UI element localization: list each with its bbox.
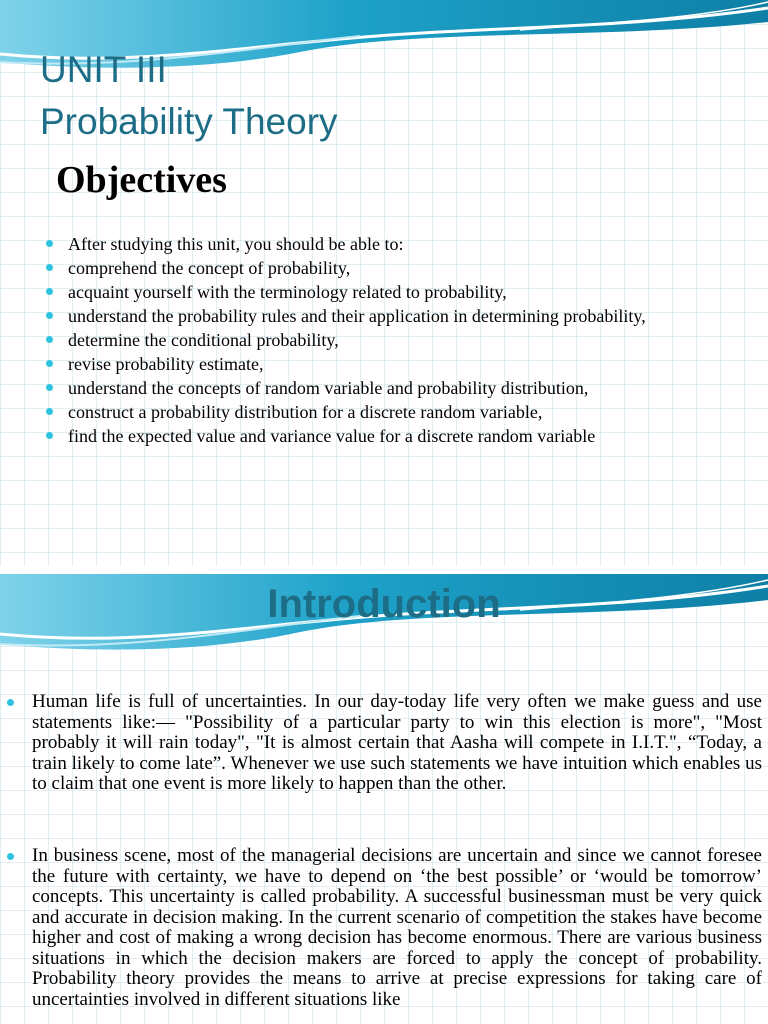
objectives-heading: Objectives <box>56 159 227 201</box>
introduction-title: Introduction <box>267 582 501 626</box>
objective-item: revise probability estimate, <box>46 354 736 374</box>
objective-item: find the expected value and variance value for a discrete random variable <box>46 426 736 446</box>
objective-item: understand the probability rules and their application in determining probability, <box>46 306 736 326</box>
objective-item: construct a probability distribution for a discrete random variable, <box>46 402 736 422</box>
unit-title: UNIT III <box>40 49 167 90</box>
objective-item: determine the conditional probability, <box>46 330 736 350</box>
intro-paragraph: In business scene, most of the managerial decisions are uncertain and since we cannot foresee the future with certainty, we have to depend on ‘the best possible’ or ‘would be tomorrow’ concepts. This uncertainty is called probability. A successful businessman must be very quick and accurate in decision making. In the current scenario of competition the stakes have become higher and cost of making a wrong decision has become enormous. There are various business situations in which the decision makers are forced to apply the concept of probability. Probability theory provides the means to arrive at precise expressions for taking care of uncertainties involved in different situations like <box>32 845 762 1010</box>
objective-item: comprehend the concept of probability, <box>46 258 736 278</box>
intro-paragraph: Human life is full of uncertainties. In our day-today life very often we make guess and use statements like:— "Possibility of a particular party to win this election is more", "Most probably it will rain today", "It is almost certain that Aasha will compete in I.I.T.", “Today, a train likely to come late”. Whenever we use such statements we have intuition which enables us to claim that one event is more likely to happen than the other. <box>32 691 762 794</box>
objective-item: understand the concepts of random variable and probability distribution, <box>46 378 736 398</box>
objective-item: After studying this unit, you should be able to: <box>46 234 736 254</box>
topic-title: Probability Theory <box>40 101 338 142</box>
objectives-list <box>46 234 736 450</box>
slide-introduction <box>0 574 768 1024</box>
objective-item: acquaint yourself with the terminology related to probability, <box>46 282 736 302</box>
slide-separator <box>0 566 768 574</box>
